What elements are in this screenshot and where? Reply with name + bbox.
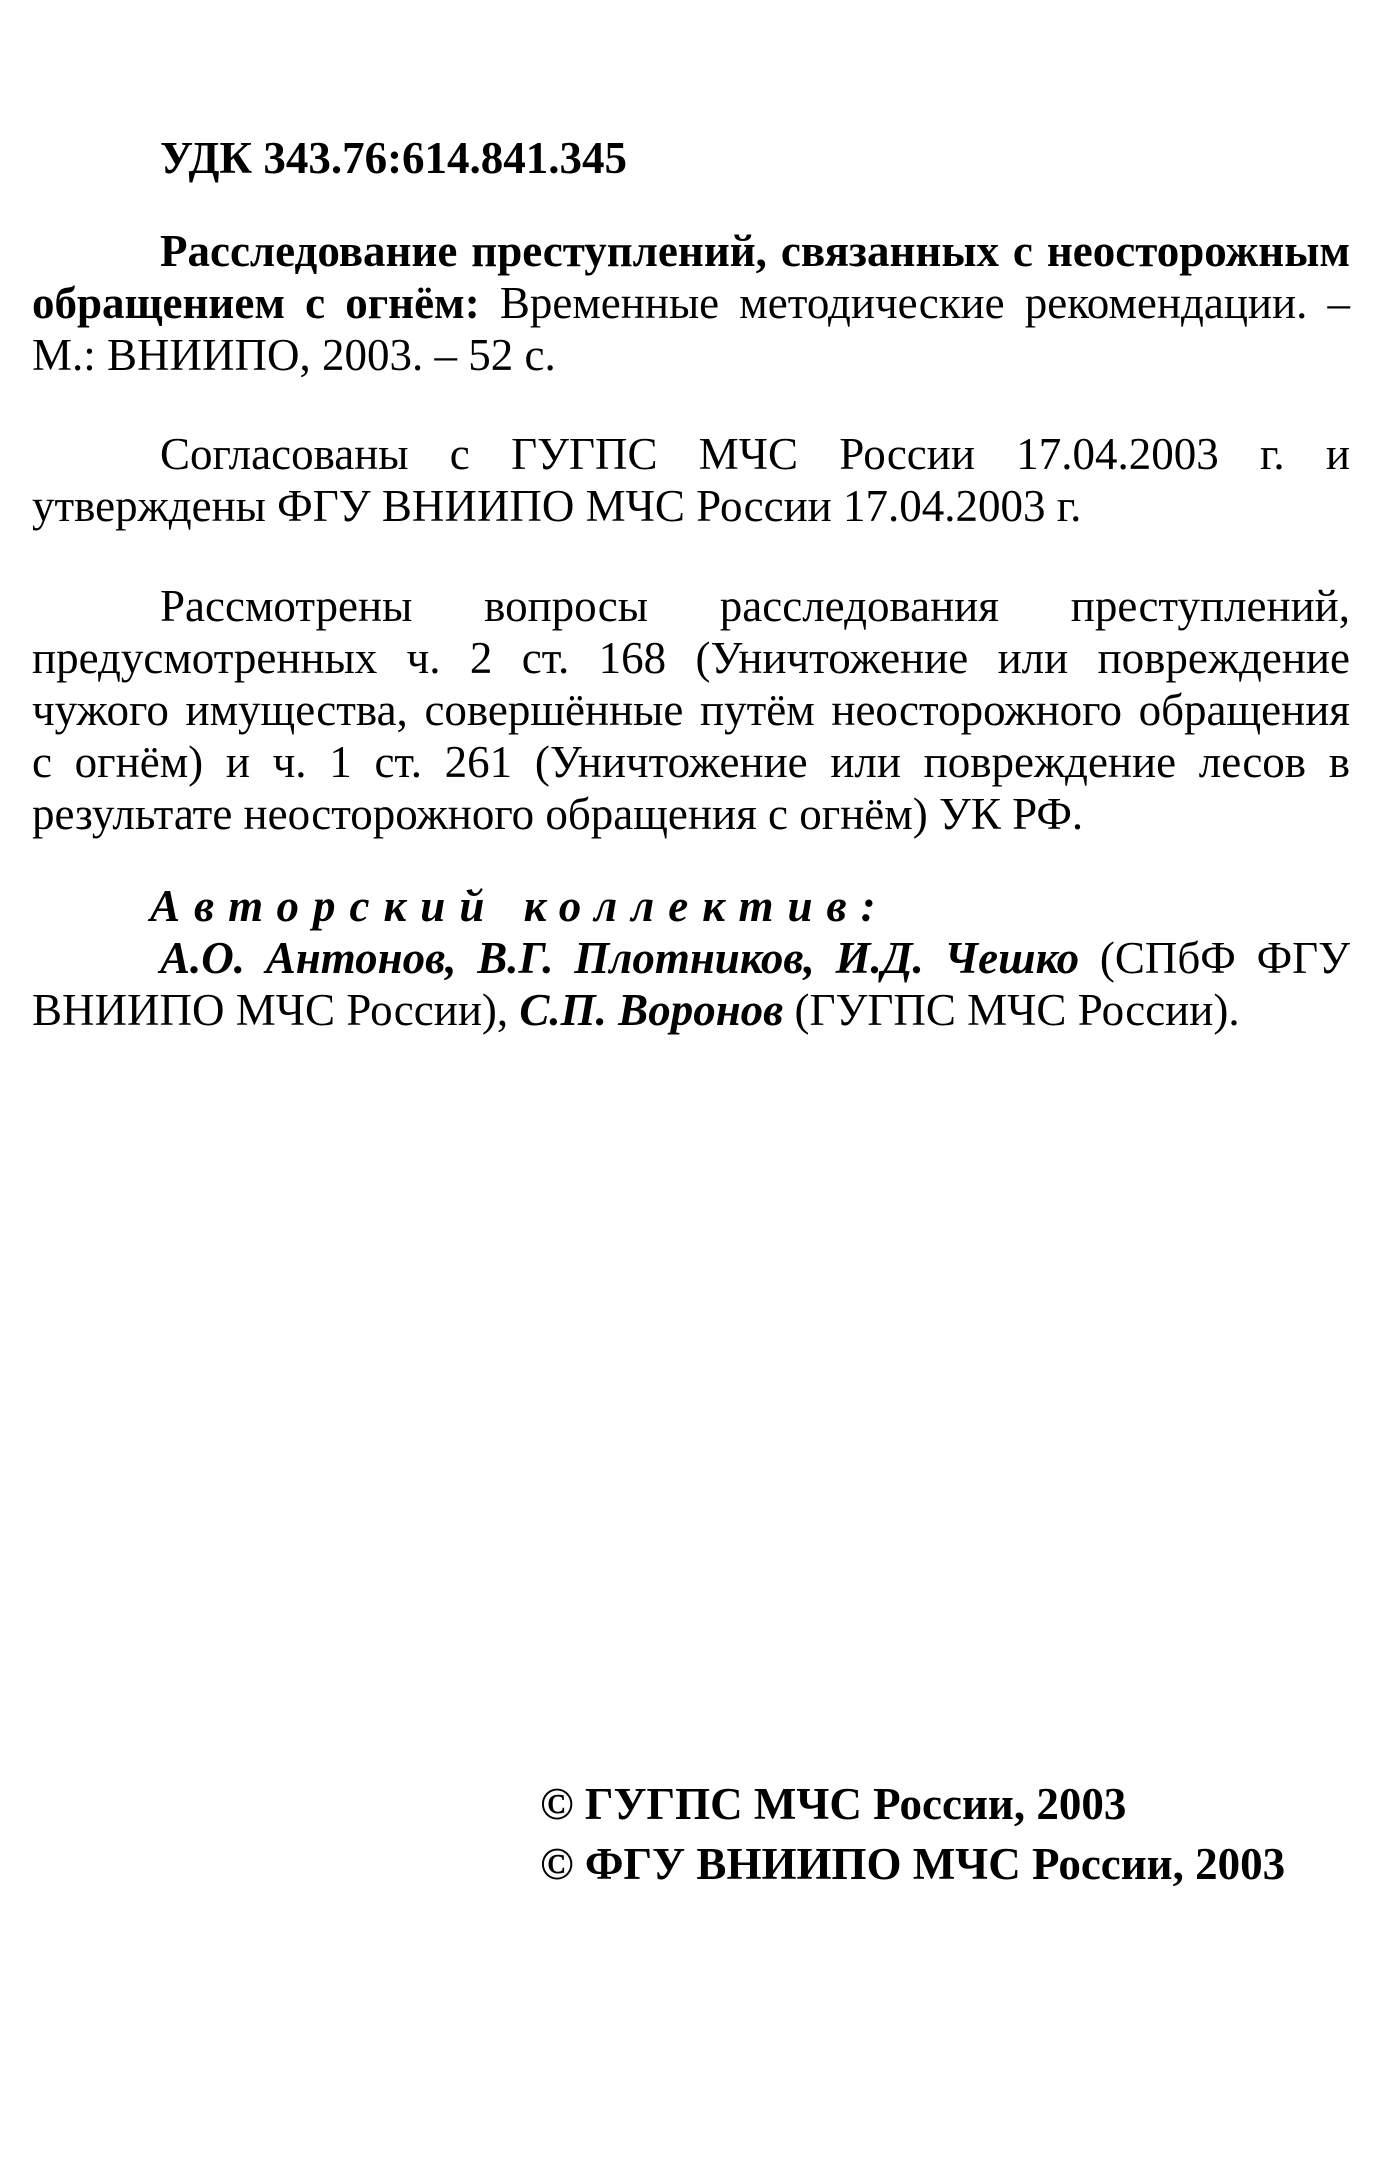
- copyright-line-1: © ГУГПС МЧС России, 2003: [540, 1779, 1127, 1829]
- author-names-1: А.О. Антонов, В.Г. Плотников, И.Д. Чешко: [160, 933, 1080, 983]
- authors-heading: Авторский коллектив:: [150, 881, 890, 931]
- copyright-line-2: © ФГУ ВНИИПО МЧС России, 2003: [540, 1839, 1286, 1889]
- scope-paragraph: [32, 580, 1350, 840]
- scope-text: Рассмотрены вопросы расследования преступлений, предусмотренных ч. 2 ст. 168 (Уничтожение или повреждение чужого имущества, совершённые путём неосторожного обращения с огнём) и ч. 1 ст. 261 (Уничтожение или повреждение лесов в результате неосторожного обращения с огнём) УК РФ.: [32, 581, 1350, 839]
- approval-text: Согласованы с ГУГПС МЧС России 17.04.2003 г. и утверждены ФГУ ВНИИПО МЧС России 17.04.2003 г.: [32, 429, 1350, 531]
- bibliography-details: Временные методические рекомендации. – М.: ВНИИПО, 2003. – 52 с.: [32, 278, 1350, 380]
- author-org-1: (СПбФ ФГУ ВНИИПО МЧС России),: [32, 933, 1350, 1035]
- author-org-2: (ГУГПС МЧС России).: [794, 985, 1240, 1035]
- approval-paragraph: [32, 428, 1350, 532]
- bibliography-title: Расследование преступлений, связанных с неосторожным обращением с огнём:: [32, 226, 1350, 328]
- authors-list: [32, 932, 1350, 1036]
- bibliographic-description: [32, 225, 1350, 381]
- udk-code: УДК 343.76:614.841.345: [160, 133, 628, 183]
- author-names-2: С.П. Воронов: [519, 985, 784, 1035]
